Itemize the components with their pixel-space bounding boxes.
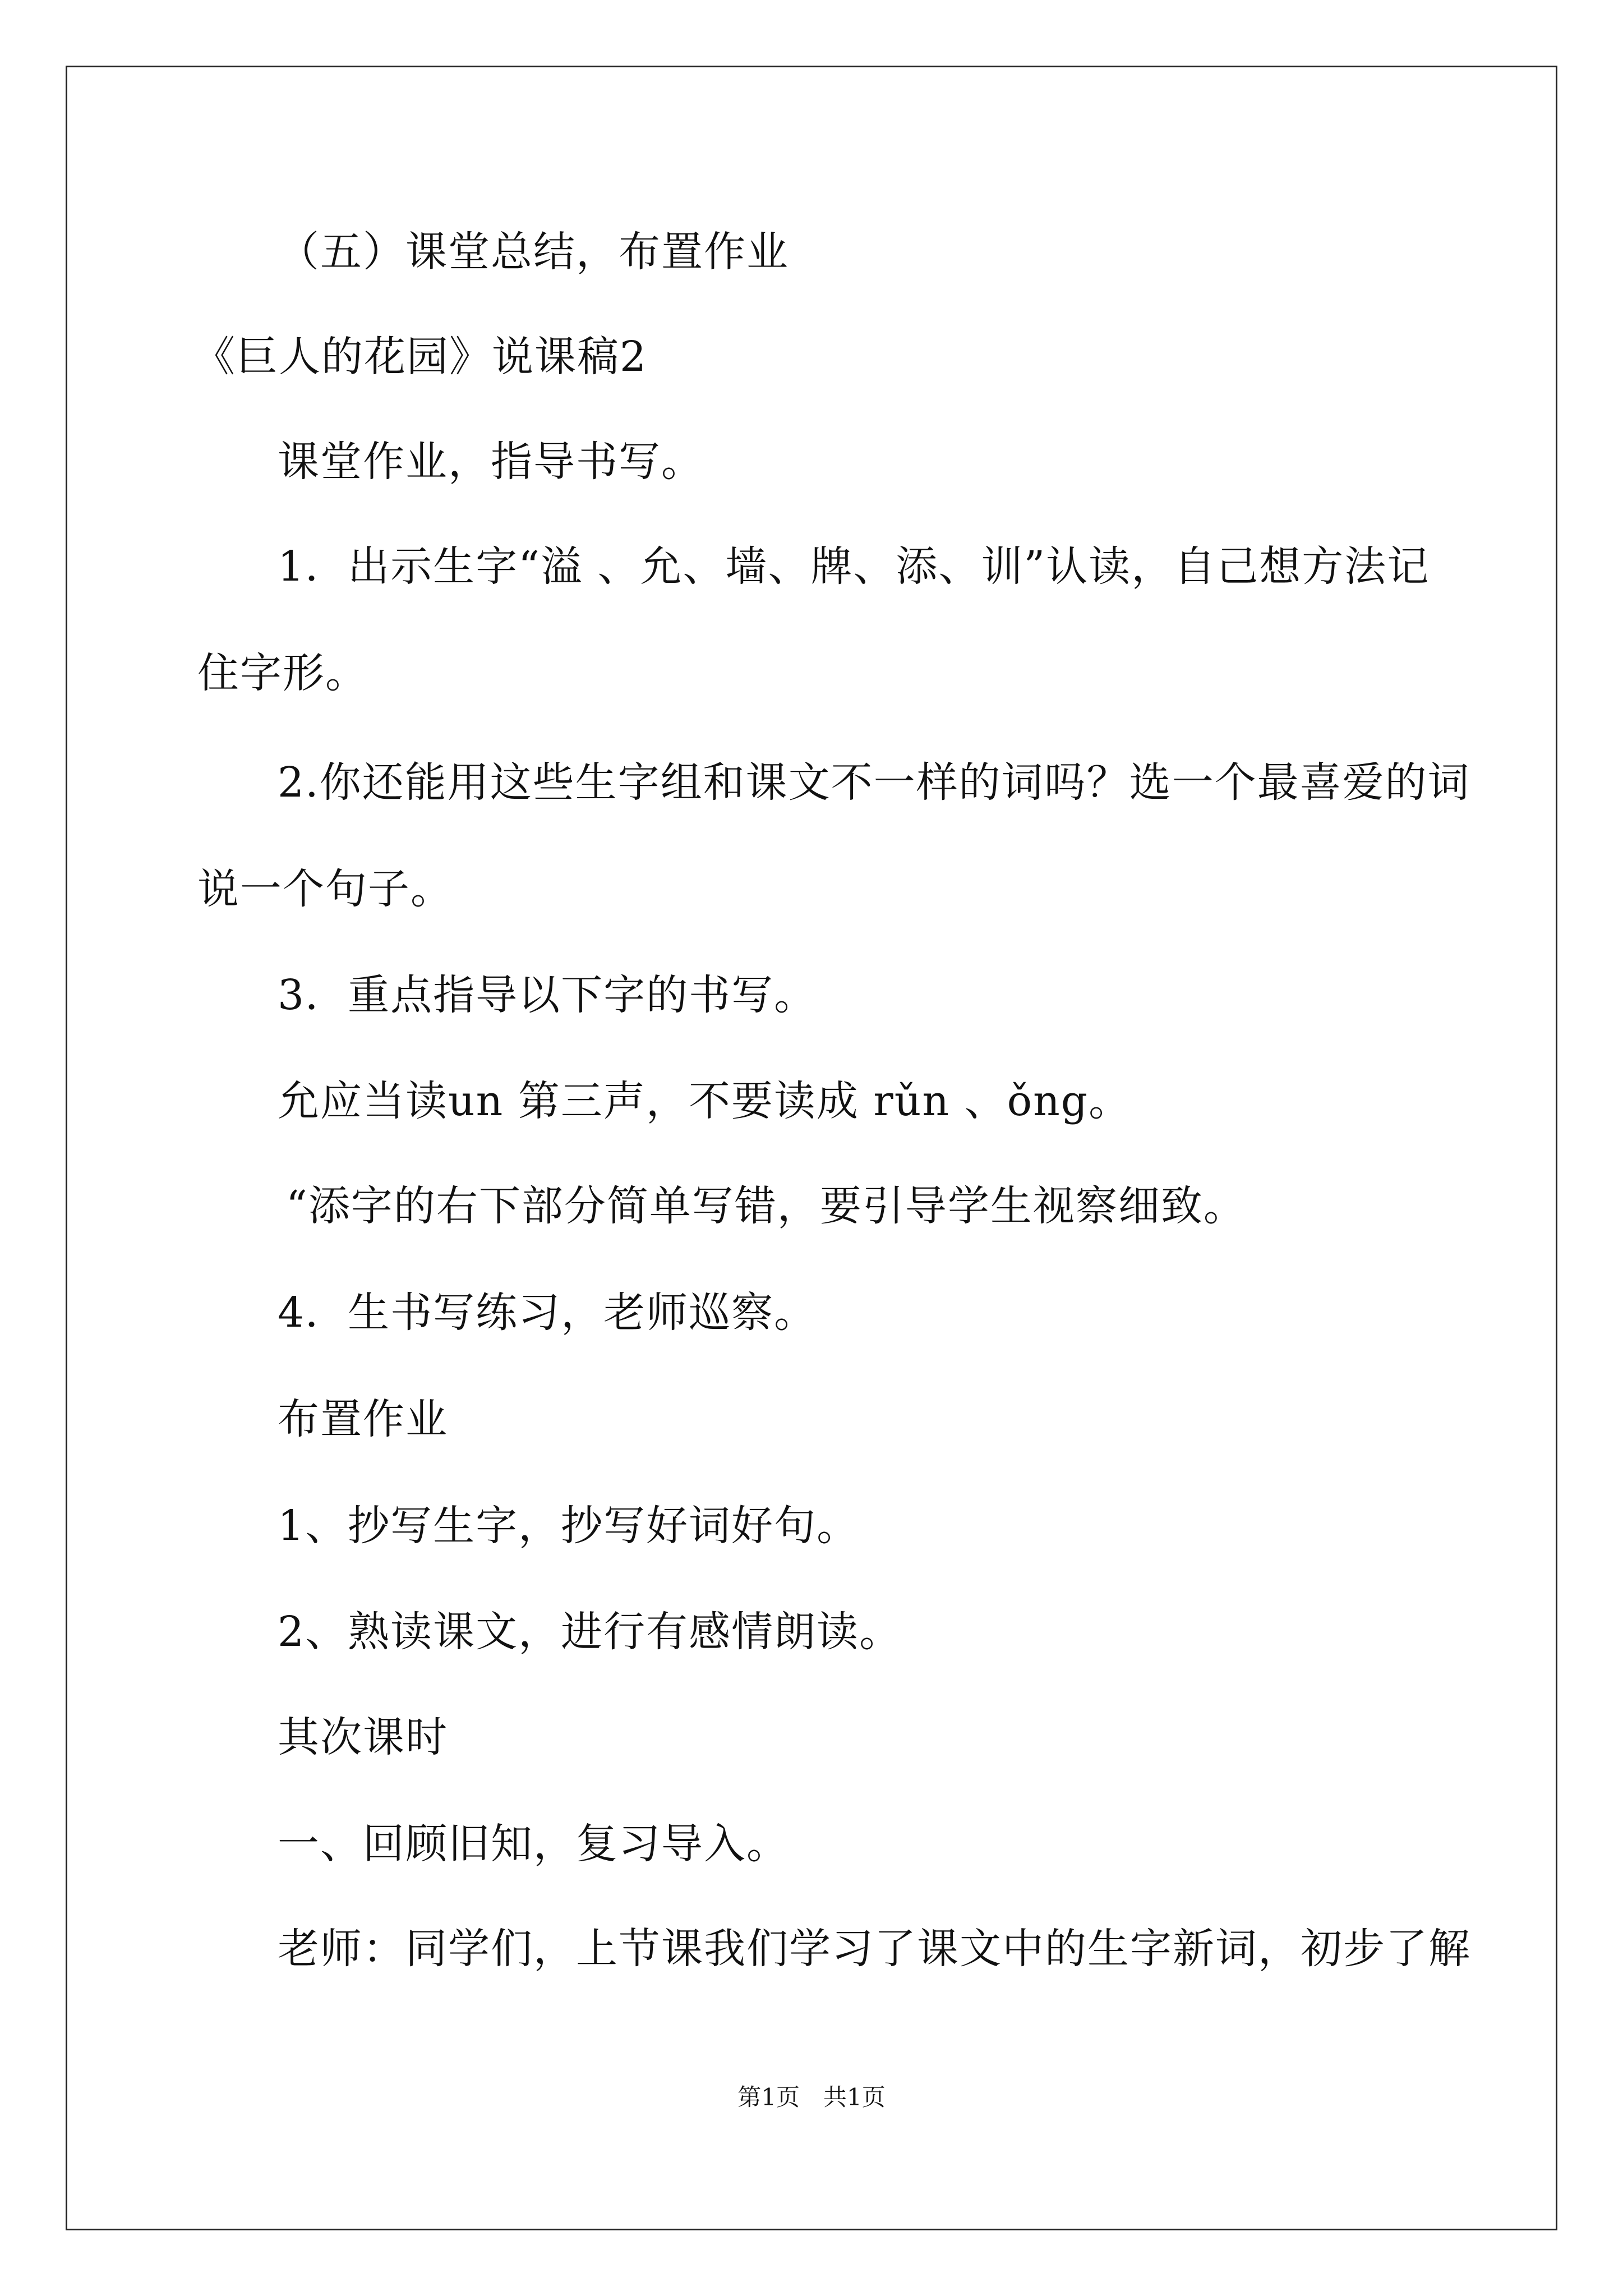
paragraph-line: 允应当读un 第三声，不要读成 rǔn 、ǒng。 xyxy=(278,1077,1132,1125)
paragraph-line: 4．生书写练习，老师巡察。 xyxy=(278,1289,817,1337)
paragraph-line: 课堂作业，指导书写。 xyxy=(278,438,704,486)
paragraph-line: “添字的右下部分简单写错，要引导学生视察细致。 xyxy=(286,1182,1246,1230)
subheading: 其次课时 xyxy=(278,1713,448,1761)
paragraph-line: 3．重点指导以下字的书写。 xyxy=(278,971,817,1019)
paragraph-line: 老师：同学们，上节课我们学习了课文中的生字新词，初步了解 xyxy=(278,1925,1471,1973)
paragraph-line: 一、回顾旧知，复习导入。 xyxy=(278,1820,789,1868)
paragraph-line: 住字形。 xyxy=(197,649,368,697)
paragraph-line: 1．出示生字“溢 、允、墙、牌、添、训”认读，自己想方法记 xyxy=(278,542,1430,591)
page-footer: 第1页 共1页 xyxy=(737,2083,886,2111)
paragraph-line: 2.你还能用这些生字组和课文不一样的词吗？选一个最喜爱的词 xyxy=(278,758,1470,807)
page-border xyxy=(66,66,1557,2230)
section-heading: （五）课堂总结，布置作业 xyxy=(278,228,789,276)
subheading: 布置作业 xyxy=(278,1395,448,1443)
paragraph-line: 说一个句子。 xyxy=(197,865,453,913)
document-title: 《巨人的花园》说课稿2 xyxy=(193,333,648,381)
paragraph-line: 2、熟读课文，进行有感情朗读。 xyxy=(278,1608,902,1656)
paragraph-line: 1、抄写生字，抄写好词好句。 xyxy=(278,1502,860,1550)
